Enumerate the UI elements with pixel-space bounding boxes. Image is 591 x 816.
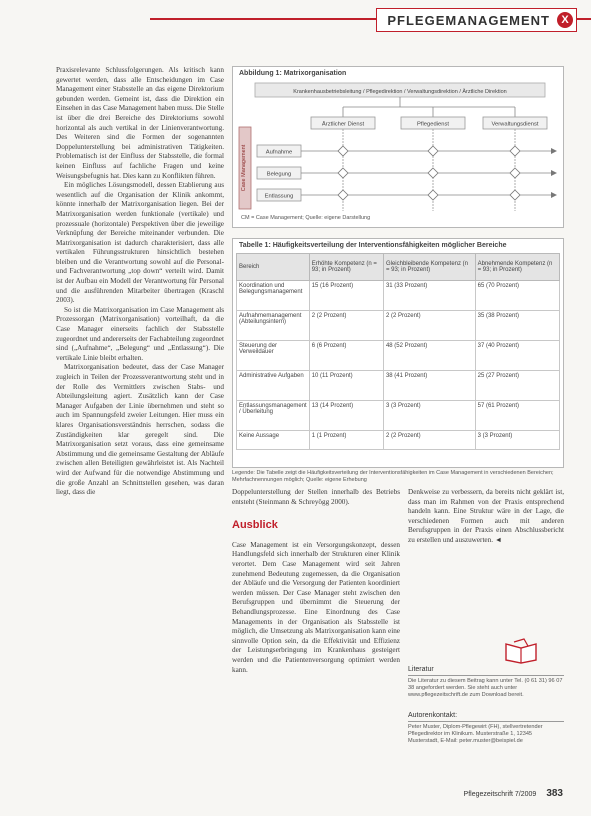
paragraph: So ist die Matrixorganisation im Case Management als Prozessorgan (Matrixorganisation) vorteilhaft, da die Case Manager einerseits fachlich der Stabsstelle zugeordnet und andererseits der Fachabteilung zugeordnet sind („Aufnahme“, „Belegung“ und „Entlassung“). Die vertikale Linie bleibt erhalten.	[56, 305, 224, 362]
left-column	[56, 66, 224, 498]
table-cell: 25 (27 Prozent)	[475, 371, 559, 401]
right-column	[408, 488, 564, 546]
table-header: Abnehmende Kompetenz (n = 93; in Prozent)	[475, 254, 559, 281]
table-cell: 3 (3 Prozent)	[383, 401, 475, 431]
literature-label: Literatur	[408, 666, 564, 676]
table-cell: 48 (52 Prozent)	[383, 341, 475, 371]
table-cell: 2 (2 Prozent)	[383, 311, 475, 341]
table-row	[237, 341, 560, 371]
table-row	[237, 401, 560, 431]
row-label: Entlassung	[264, 193, 294, 200]
table-cell: 6 (6 Prozent)	[309, 341, 383, 371]
matrix-diagram	[233, 77, 563, 223]
table-caption: Legende: Die Tabelle zeigt die Häufigkeitsverteilung der Interventionsfähigkeiten im Case Management in verschiedenen Bereichen; Mehrfachnennungen möglich; Quelle: eigene Erhebung	[232, 470, 554, 483]
section-title: PFLEGEMANAGEMENT	[387, 12, 550, 28]
open-book-icon	[504, 638, 538, 664]
data-table	[236, 253, 560, 450]
sidebar-info	[408, 660, 564, 745]
table-cell: 57 (61 Prozent)	[475, 401, 559, 431]
table-cell: Koordination und Belegungsmanagement	[237, 281, 310, 311]
table-cell: Keine Aussage	[237, 431, 310, 450]
table-cell: Steuerung der Verweildauer	[237, 341, 310, 371]
figure-caption: CM = Case Management; Quelle: eigene Darstellung	[241, 215, 371, 221]
table-header: Bereich	[237, 254, 310, 281]
table-cell: 2 (2 Prozent)	[309, 311, 383, 341]
side-label: Case Management	[241, 144, 247, 192]
paragraph: Praxisrelevante Schlussfolgerungen. Als kritisch kann gewertet werden, dass alle Entscheidungen im Case Management einer Stabsstelle an das eigene Direktorium gebunden werden. Gemeint ist, dass die Direktion ein Einsehen in das Case Management haben muss. Die Stelle ist über die drei Bereiche des Direktoriums sowohl horizontal als auch vertikal in der Linienverantwortung. Des Weiteren sind die Formen der sogenannten Doppelunterstellung bei administrativen Tätigkeiten. Problematisch ist der Einfluss der Stabsstelle, die formal keinen Einfluss auf fachliche Fragen und keine Weisungsbefugnis hat. Dies kann zu Konflikten führen.	[56, 66, 224, 180]
table-header: Gleichbleibende Kompetenz (n = 93; in Prozent)	[383, 254, 475, 281]
author-text: Peter Muster, Diplom-Pflegewirt (FH), stellvertretender Pflegedirektor im Klinikum. Musterstraße 1, 12345 Musterstadt, E-Mail: peter.muster@beispiel.de	[408, 723, 543, 745]
table-row	[237, 281, 560, 311]
figure-matrix	[232, 66, 564, 228]
table-cell: 10 (11 Prozent)	[309, 371, 383, 401]
paragraph: Doppelunterstellung der Stellen innerhalb des Betriebs entsteht (Steinmann & Schreyögg 2000).	[232, 488, 400, 506]
table-cell: 13 (14 Prozent)	[309, 401, 383, 431]
section-label	[376, 8, 577, 32]
table-cell: 3 (3 Prozent)	[475, 431, 559, 450]
table-cell: 37 (40 Prozent)	[475, 341, 559, 371]
middle-column	[232, 488, 400, 675]
column-label: Pflegedienst	[417, 121, 449, 128]
table-row	[237, 371, 560, 401]
table-title: Tabelle 1: Häufigkeitsverteilung der Interventionsfähigkeiten möglicher Bereiche	[239, 242, 507, 249]
table-header-row	[237, 254, 560, 281]
column-label: Verwaltungsdienst	[491, 121, 539, 128]
table-row	[237, 431, 560, 450]
table-cell: 31 (33 Prozent)	[383, 281, 475, 311]
paragraph: Matrixorganisation bedeutet, dass der Case Manager zugleich in Teilen der Prozessverantwortung steht und in der Rolle des Vermittlers zwischen Stabs- und Abteilungsleitung agiert. Zusätzlich kann der Case Manager Aufgaben der Linie übernehmen und steht so auch im Spannungsfeld zweier Leitungen. Hier muss ein klares Organisationsverständnis herrschen, sodass die Zuständigkeiten klar geregelt sind. Die Matrixorganisation setzt voraus, dass eine gemeinsame Abstimmung und die gemeinsame Gestaltung der Abläufe zwischen allen Beteiligten gewährleistet ist. Als Nachteil wird der Aufwand für die notwendige Abstimmung und die große Anzahl an Schnittstellen gesehen, was daran liegt, dass die	[56, 363, 224, 497]
table-cell: 15 (16 Prozent)	[309, 281, 383, 311]
table-header: Erhöhte Kompetenz (n = 93; in Prozent)	[309, 254, 383, 281]
table-row	[237, 311, 560, 341]
section-heading: Ausblick	[232, 519, 278, 532]
paragraph: Case Management ist ein Versorgungskonzept, dessen Handlungsfeld sich innerhalb der Strukturen einer Klinik verortet. Dem Case Management wird seit Jahren zunehmend Bedeutung zugemessen, da die Organisation der Abläufe und die Versorgung der Patienten koordiniert werden müssen. Der Case Manager steht zwischen den Berufsgruppen und übernimmt die Steuerung der Behandlungsprozesse. Eine Einordnung des Case Managements in der Organisation als Stabsstelle ist möglich, die Umsetzung als Matrixorganisation kann eine sinnvolle Option sein, da die Effektivität und Effizienz der Leistungserbringung im Krankenhaus gesteigert werden und die Patientenversorgung optimiert werden kann.	[232, 540, 400, 674]
table-cell: Aufnahmemanagement (Abteilungsintern)	[237, 311, 310, 341]
table-cell: 38 (41 Prozent)	[383, 371, 475, 401]
header	[0, 0, 591, 38]
row-label: Belegung	[266, 171, 292, 178]
paragraph: Ein mögliches Lösungsmodell, dessen Etablierung aus wesentlich auf die Organisation der Klinik ankommt, könnte innerhalb der Matrixorganisation liegen. Bei der Matrixorganisation werden funktionale (vertikale) und prozessuale (horizontale) Perspektiven über die jeweilige Verknüpfung der Bereiche miteinander verbunden. Die Matrixorganisation ist dadurch charakterisiert, dass alle vertikalen Führungsstrukturen hinsichtlich bestehen bleiben und die Verantwortung sowohl auf die Personal- und Fachverantwortung „top down“ verteilt wird. Damit ist der Aufbau ein Modell der Verantwortung für Personal und die ausführenden Mitarbeiter übertragen (Kraschl 2003).	[56, 181, 224, 305]
top-bar-label: Krankenhausbetriebsleitung / Pflegedirektion / Verwaltungsdirektion / Ärztliche Direktion	[293, 89, 507, 95]
page-number: 383	[546, 788, 563, 799]
journal-name: Pflegezeitschrift 7/2009	[463, 791, 537, 798]
figure-title: Abbildung 1: Matrixorganisation	[239, 70, 347, 77]
close-x-icon: X	[557, 12, 573, 28]
table-cell: 35 (38 Prozent)	[475, 311, 559, 341]
column-label: Ärztlicher Dienst	[321, 121, 365, 128]
table-frequency	[232, 238, 564, 468]
table-cell: 2 (2 Prozent)	[383, 431, 475, 450]
literature-text: Die Literatur zu diesem Beitrag kann unter Tel. (0 61 31) 96 07 38 angefordert werden. Sie steht auch unter www.pflegezeitschrift.de zum Download bereit.	[408, 678, 563, 699]
author-label: Autorenkontakt:	[408, 712, 564, 722]
row-label: Aufnahme	[265, 149, 293, 156]
table-cell: Entlassungsmanagement / Überleitung	[237, 401, 310, 431]
table-cell: Administrative Aufgaben	[237, 371, 310, 401]
paragraph: Denkweise zu verbessern, da bereits nicht geklärt ist, dass man im Rahmen von der Praxis entsprechend handeln kann. Eine Struktur wäre in der Lage, die verschiedenen Formen auch mit anderen Berufsgruppen in der Praxis einen Abschlussbericht zu erstellen und auszuwerten. ◄	[408, 488, 564, 544]
table-cell: 1 (1 Prozent)	[309, 431, 383, 450]
page-footer	[464, 788, 563, 799]
table-cell: 65 (70 Prozent)	[475, 281, 559, 311]
